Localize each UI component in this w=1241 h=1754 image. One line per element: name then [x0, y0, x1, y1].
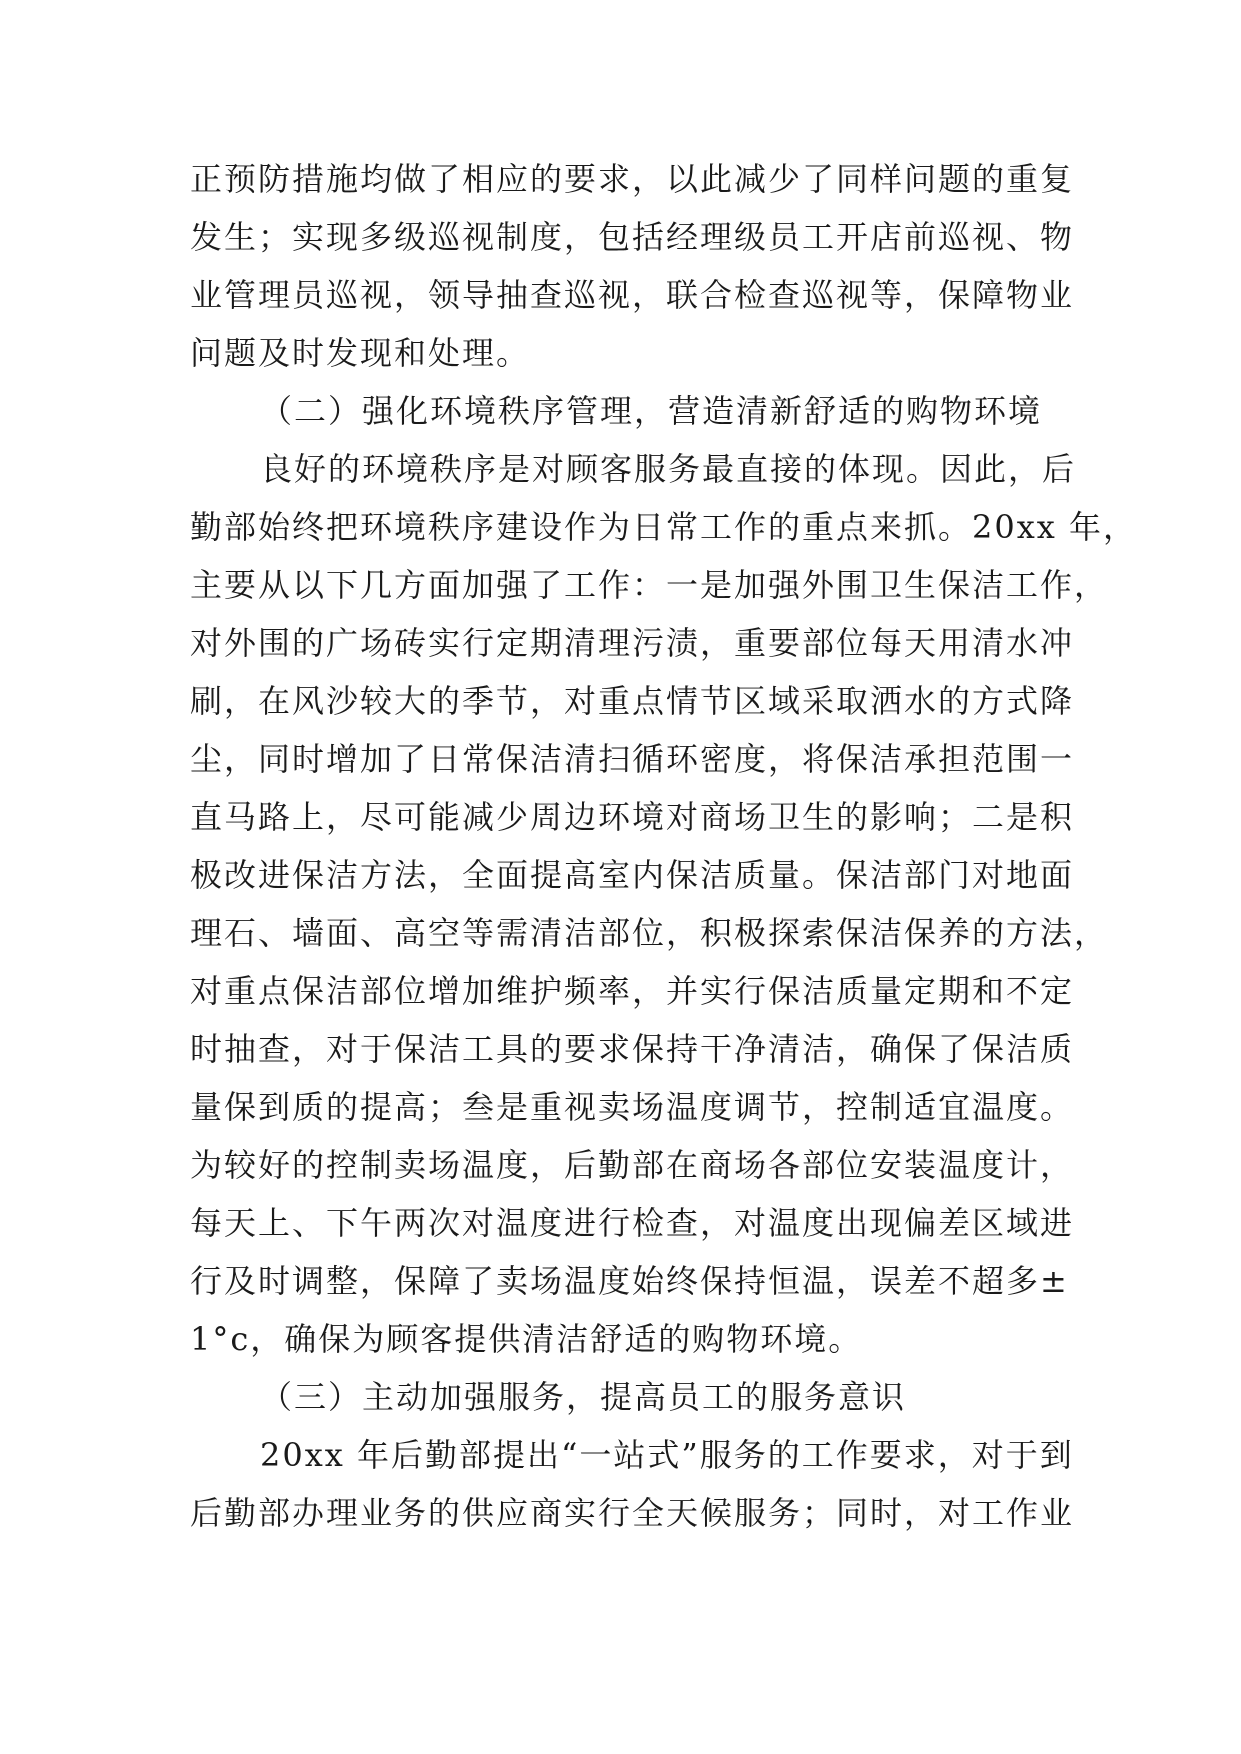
text-line: 时抽查，对于保洁工具的要求保持干净清洁，确保了保洁质: [190, 1030, 1075, 1068]
text-line: 20xx 年后勤部提出“一站式”服务的工作要求，对于到: [260, 1436, 1074, 1474]
text-line: 业管理员巡视，领导抽查巡视，联合检查巡视等，保障物业: [190, 276, 1075, 314]
text-line: 极改进保洁方法，全面提高室内保洁质量。保洁部门对地面: [190, 856, 1075, 894]
text-line: 对重点保洁部位增加维护频率，并实行保洁质量定期和不定: [190, 972, 1075, 1010]
body-text: [190, 150, 1137, 1542]
text-line: 勤部始终把环境秩序建设作为日常工作的重点来抓。20xx 年，: [190, 508, 1137, 546]
text-line: 行及时调整，保障了卖场温度始终保持恒温，误差不超多±: [190, 1262, 1069, 1300]
text-line: 良好的环境秩序是对顾客服务最直接的体现。因此，后: [260, 450, 1077, 488]
text-line: 理石、墙面、高空等需清洁部位，积极探索保洁保养的方法，: [190, 914, 1109, 952]
text-line: 量保到质的提高；叁是重视卖场温度调节，控制适宜温度。: [190, 1088, 1075, 1126]
text-line: 1°c，确保为顾客提供清洁舒适的购物环境。: [190, 1320, 863, 1358]
text-line: 对外围的广场砖实行定期清理污渍，重要部位每天用清水冲: [190, 624, 1075, 662]
text-line: 为较好的控制卖场温度，后勤部在商场各部位安装温度计，: [190, 1146, 1075, 1184]
text-line: 每天上、下午两次对温度进行检查，对温度出现偏差区域进: [190, 1204, 1075, 1242]
text-line: 正预防措施均做了相应的要求，以此减少了同样问题的重复: [190, 160, 1075, 198]
text-line: 主要从以下几方面加强了工作：一是加强外围卫生保洁工作，: [190, 566, 1109, 604]
section-heading-2: （二）强化环境秩序管理，营造清新舒适的购物环境: [260, 392, 1043, 430]
text-line: 问题及时发现和处理。: [190, 334, 531, 372]
text-line: 尘，同时增加了日常保洁清扫循环密度，将保洁承担范围一: [190, 740, 1075, 778]
text-line: 发生；实现多级巡视制度，包括经理级员工开店前巡视、物: [190, 218, 1075, 256]
text-line: 后勤部办理业务的供应商实行全天候服务；同时，对工作业: [190, 1494, 1075, 1532]
text-line: 直马路上，尽可能减少周边环境对商场卫生的影响；二是积: [190, 798, 1075, 836]
section-heading-3: （三）主动加强服务，提高员工的服务意识: [260, 1378, 907, 1416]
text-line: 刷，在风沙较大的季节，对重点情节区域采取洒水的方式降: [190, 682, 1075, 720]
